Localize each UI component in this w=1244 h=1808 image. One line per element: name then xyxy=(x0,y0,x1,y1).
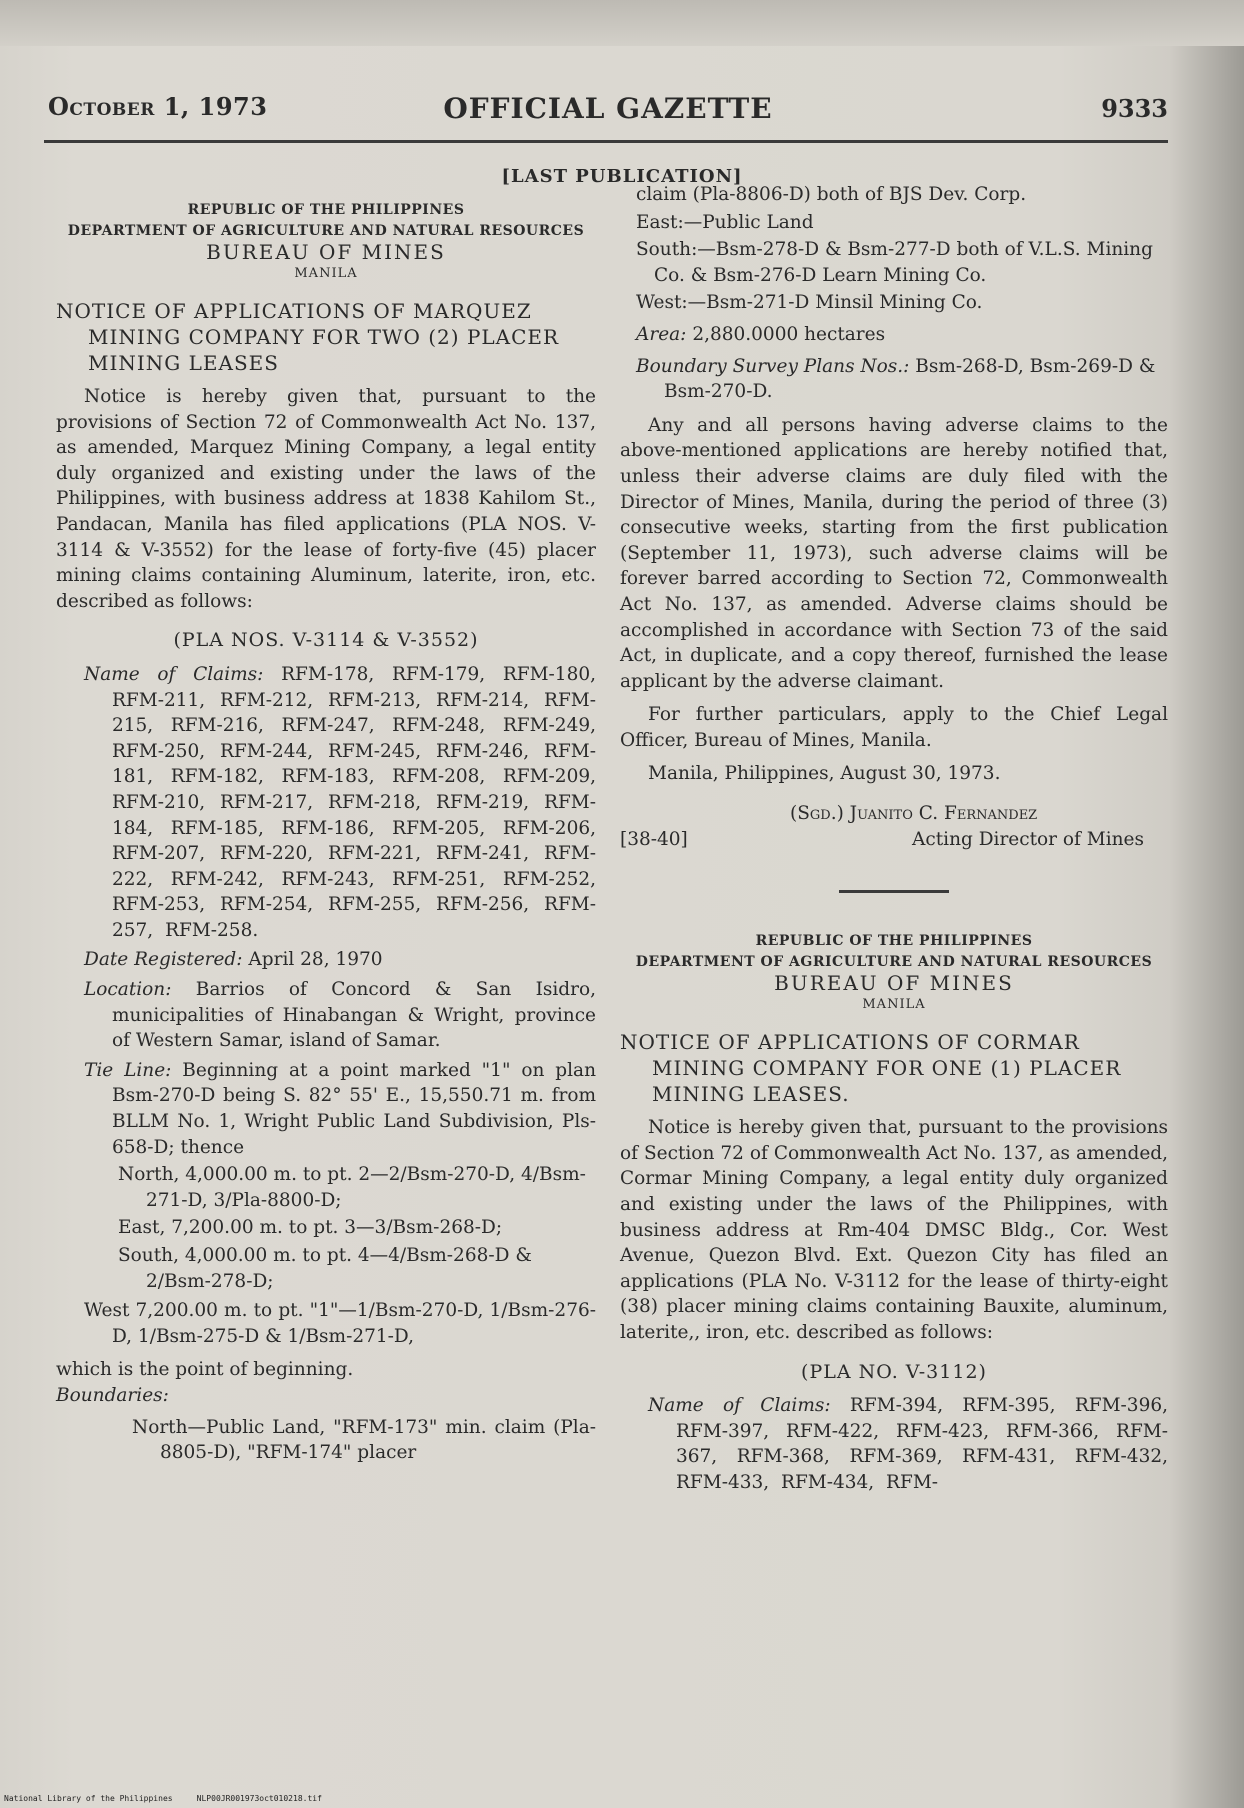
point-of-beginning: which is the point of beginning. xyxy=(56,1359,354,1381)
right-column xyxy=(620,182,1168,1496)
pla2-heading: (PLA NO. V-3112) xyxy=(801,1360,987,1383)
signature-block xyxy=(620,801,1168,852)
claims2-list xyxy=(620,1393,1168,1495)
agency2-bureau: BUREAU OF MINES xyxy=(774,971,1014,996)
tie-west: West 7,200.00 m. to pt. "1"—1/Bsm-270-D, 1/Bsm-276-D, 1/Bsm-275-D & 1/Bsm-271-D, xyxy=(84,1300,596,1347)
agency-city: MANILA xyxy=(294,266,358,281)
location xyxy=(56,977,596,1054)
page-number: 9333 xyxy=(1101,94,1168,123)
section-divider xyxy=(839,890,949,893)
claims2-text: RFM-394, RFM-395, RFM-396, RFM-397, RFM-422, RFM-423, RFM-366, RFM-367, RFM-368, RFM-369, RFM-431, RFM-432, RFM-433, RFM-434, RFM- xyxy=(676,1395,1168,1493)
issue-date: October 1, 1973 xyxy=(48,92,268,121)
area-label: Area: xyxy=(636,323,687,345)
claims2-label: Name of Claims: xyxy=(648,1395,831,1417)
last-publication-label: [LAST PUBLICATION] xyxy=(501,166,743,187)
date-registered xyxy=(56,947,596,973)
page-header xyxy=(48,92,1168,134)
area-value: 2,880.0000 hectares xyxy=(692,323,886,345)
date-label: Date Registered: xyxy=(84,949,243,971)
date-value: April 28, 1970 xyxy=(248,949,383,971)
agency2-city: MANILA xyxy=(862,997,926,1013)
tie-line xyxy=(56,1058,596,1160)
issue-reference: [38-40] xyxy=(620,828,688,850)
place-date: Manila, Philippines, August 30, 1973. xyxy=(648,763,1001,785)
agency-block xyxy=(56,200,596,284)
pla-heading: (PLA NOS. V-3114 & V-3552) xyxy=(173,629,479,652)
claims-text: RFM-178, RFM-179, RFM-180, RFM-211, RFM-212, RFM-213, RFM-214, RFM-215, RFM-216, RFM-247, RFM-248, RFM-249, RFM-250, RFM-244, RFM-245, RFM-246, RFM-181, RFM-182, RFM-183, RFM-208, RFM-209, RFM-210, RFM-217, RFM-218, RFM-219, RFM-184, RFM-185, RFM-186, RFM-205, RFM-206, RFM-207, RFM-220, RFM-221, RFM-241, RFM-222, RFM-242, RFM-243, RFM-251, RFM-252, RFM-253, RFM-254, RFM-255, RFM-256, RFM-257, RFM-258. xyxy=(112,663,596,941)
footer-file: NLP00JR001973oct010218.tif xyxy=(196,1794,322,1803)
boundary-east: East:—Public Land xyxy=(636,211,814,233)
adverse-claims-paragraph: Any and all persons having adverse claims to the above-mentioned applications are hereby notified that, unless their adverse claims are duly filed with the Director of Mines, Manila, during the period of three (3) consecutive weeks, starting from the first publication (September 11, 1973), such adverse claims will be forever barred according to Section 72, Commonwealth Act No. 137, as amended. Adverse claims should be accomplished in accordance with Section 73 of the said Act, in duplicate, and a copy thereof, furnished the lease applicant by the adverse claimant. xyxy=(620,414,1168,692)
location-label: Location: xyxy=(84,979,172,1001)
plans-value: Bsm-268-D, Bsm-269-D & Bsm-270-D. xyxy=(664,355,1156,403)
tie-east: East, 7,200.00 m. to pt. 3—3/Bsm-268-D; xyxy=(118,1217,503,1239)
tie-south: South, 4,000.00 m. to pt. 4—4/Bsm-268-D & 2/Bsm-278-D; xyxy=(118,1245,532,1292)
tieline-value: Beginning at a point marked "1" on plan Bsm-270-D being S. 82° 55' E., 15,550.71 m. from BLLM No. 1, Wright Public Land Subdivision, Pls-658-D; thence xyxy=(112,1059,596,1158)
notice-intro: Notice is hereby given that, pursuant to the provisions of Section 72 of Commonwealth Act No. 137, as amended, Marquez Mining Company, a legal entity duly organized and existing under the laws of the Philippines, with business address at 1838 Kahilom St., Pandacan, Manila has filed applications (PLA NOS. V-3114 & V-3552) for the lease of forty-five (45) placer mining claims containing Aluminum, laterite, iron, etc. described as follows: xyxy=(56,386,596,612)
scan-footer xyxy=(4,1794,322,1803)
location-value: Barrios of Concord & San Isidro, municipalities of Hinabangan & Wright, province of Western Samar, island of Samar. xyxy=(112,979,596,1052)
agency-republic: REPUBLIC OF THE PHILIPPINES xyxy=(187,202,465,218)
agency-department: DEPARTMENT OF AGRICULTURE AND NATURAL RESOURCES xyxy=(67,223,585,239)
signature-line xyxy=(620,827,1168,853)
notice2-title: NOTICE OF APPLICATIONS OF CORMAR MINING COMPANY FOR ONE (1) PLACER MINING LEASES. xyxy=(620,1030,1122,1107)
left-column xyxy=(56,200,596,1466)
boundary-south: South:—Bsm-278-D & Bsm-277-D both of V.L.S. Mining Co. & Bsm-276-D Learn Mining Co. xyxy=(636,239,1153,286)
area xyxy=(620,322,1168,348)
signatory-title: Acting Director of Mines xyxy=(912,828,1144,850)
agency-block-2 xyxy=(620,931,1168,1015)
claims-label: Name of Claims: xyxy=(84,663,264,685)
header-rule xyxy=(44,140,1168,143)
boundary-west: West:—Bsm-271-D Minsil Mining Co. xyxy=(636,292,983,314)
survey-plans xyxy=(620,354,1168,405)
tieline-label: Tie Line: xyxy=(84,1059,172,1081)
notice-title: NOTICE OF APPLICATIONS OF MARQUEZ MINING COMPANY FOR TWO (2) PLACER MINING LEASES xyxy=(56,299,560,375)
signature: (Sgd.) Juanito C. Fernandez xyxy=(790,803,1038,825)
scan-top-edge xyxy=(0,0,1244,46)
particulars-paragraph: For further particulars, apply to the Chief Legal Officer, Bureau of Mines, Manila. xyxy=(620,704,1168,751)
tie-north: North, 4,000.00 m. to pt. 2—2/Bsm-270-D, 4/Bsm-271-D, 3/Pla-8800-D; xyxy=(118,1164,586,1211)
boundary-north: North—Public Land, "RFM-173" min. claim (Pla-8805-D), "RFM-174" placer xyxy=(132,1416,596,1464)
boundaries-label: Boundaries: xyxy=(56,1384,169,1406)
boundary-north-continued: claim (Pla-8806-D) both of BJS Dev. Corp. xyxy=(636,184,1027,205)
agency2-republic: REPUBLIC OF THE PHILIPPINES xyxy=(755,933,1033,950)
publication-title: OFFICIAL GAZETTE xyxy=(443,92,773,125)
agency2-department: DEPARTMENT OF AGRICULTURE AND NATURAL RESOURCES xyxy=(635,954,1153,971)
agency-bureau: BUREAU OF MINES xyxy=(206,240,446,264)
notice2-intro: Notice is hereby given that, pursuant to the provisions of Section 72 of Commonwealth Act No. 137, as amended, Cormar Mining Company, a legal entity duly organized and existing under the laws of the Philippines, with business address at Rm-404 DMSC Bldg., Cor. West Avenue, Quezon Blvd. Ext. Quezon City has filed an applications (PLA No. V-3112 for the lease of thirty-eight (38) placer mining claims containing Bauxite, aluminum, laterite,, iron, etc. described as follows: xyxy=(620,1117,1168,1343)
footer-library: National Library of the Philippines xyxy=(4,1794,173,1803)
plans-label: Boundary Survey Plans Nos.: xyxy=(636,355,910,377)
claims-list xyxy=(56,662,596,944)
